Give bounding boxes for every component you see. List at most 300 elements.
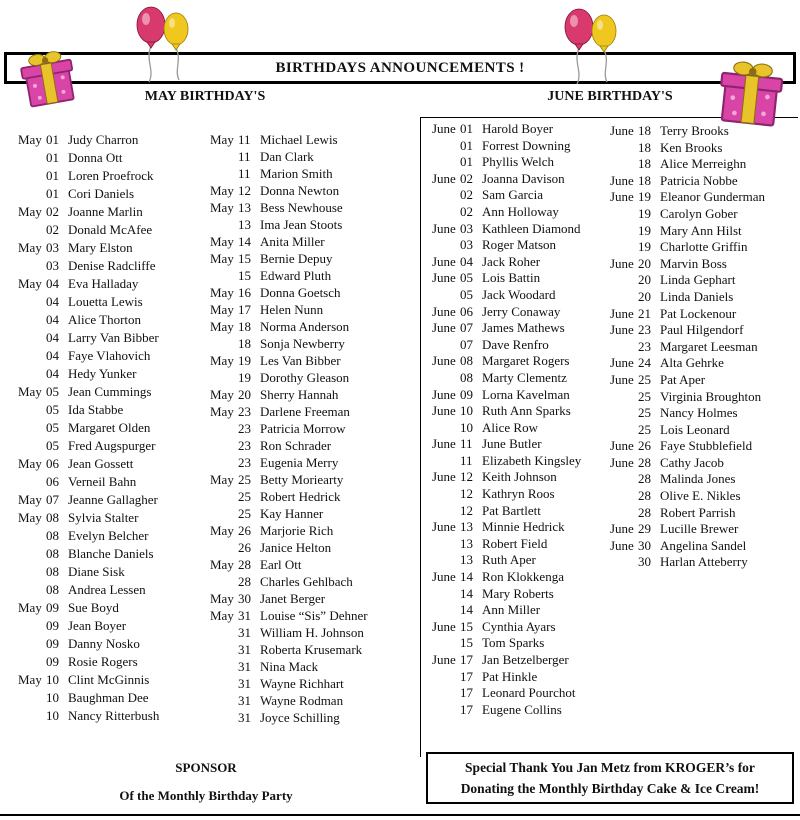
birthday-day: 01 <box>460 121 473 136</box>
birthday-row <box>18 491 208 509</box>
birthday-name: Faye Stubblefield <box>660 438 753 454</box>
birthday-day: 25 <box>638 421 651 437</box>
birthday-name: Margaret Leesman <box>660 338 758 354</box>
birthday-name: Harold Boyer <box>482 121 554 136</box>
birthday-name: Blanche Daniels <box>68 546 154 561</box>
birthday-name: Helen Nunn <box>260 302 324 317</box>
birthday-name: Eva Halladay <box>68 276 139 291</box>
birthday-name: Charles Gehlbach <box>260 574 353 589</box>
birthday-name: Keith Johnson <box>482 469 557 485</box>
birthday-month: June <box>432 353 456 369</box>
birthday-row <box>18 185 208 203</box>
birthday-month: June <box>432 569 456 585</box>
birthday-row <box>210 267 410 284</box>
birthday-row <box>432 652 608 669</box>
birthday-day: 10 <box>460 419 473 435</box>
birthday-month: June <box>432 121 456 136</box>
birthday-month <box>18 293 46 311</box>
birthday-row <box>432 254 608 271</box>
birthday-row <box>432 635 608 652</box>
birthday-day: 30 <box>238 591 251 606</box>
birthday-month: June <box>610 521 634 537</box>
birthday-month: June <box>432 469 456 485</box>
birthday-day: 17 <box>460 652 473 667</box>
birthday-day: 30 <box>638 537 651 553</box>
birthday-day: 05 <box>46 384 59 399</box>
page-bottom-rule <box>0 814 800 816</box>
birthday-row <box>432 187 608 204</box>
birthday-name: Joyce Schilling <box>260 710 340 725</box>
birthday-day: 20 <box>638 255 651 271</box>
birthday-day: 19 <box>638 189 651 205</box>
birthday-month: June <box>432 519 456 535</box>
birthday-row <box>432 436 608 453</box>
birthday-day: 13 <box>460 535 473 551</box>
birthday-name: Wayne Richhart <box>260 676 344 691</box>
birthday-day: 17 <box>460 685 473 701</box>
birthday-row <box>210 403 410 420</box>
birthday-name: Hedy Yunker <box>68 366 137 381</box>
birthday-row <box>210 386 410 403</box>
birthday-name: Sam Garcia <box>482 187 544 203</box>
birthday-row <box>210 658 410 675</box>
birthday-name: Baughman Dee <box>68 690 149 705</box>
birthday-month <box>210 658 238 675</box>
birthday-name: Charlotte Griffin <box>660 239 748 255</box>
birthday-row <box>610 405 798 422</box>
birthday-row <box>210 539 410 556</box>
birthday-name: Mary Roberts <box>482 585 554 601</box>
birthday-month <box>210 369 238 386</box>
birthday-row <box>18 221 208 239</box>
birthday-name: Joanne Marlin <box>68 204 143 219</box>
birthday-month: May <box>18 492 42 507</box>
birthday-row <box>610 223 798 240</box>
birthday-name: Alice Row <box>482 419 538 435</box>
june-column-1 <box>432 121 608 718</box>
birthday-name: Eugenia Merry <box>260 455 339 470</box>
birthday-row <box>610 140 798 157</box>
birthday-month <box>210 454 238 471</box>
birthday-name: Robert Field <box>482 535 548 551</box>
birthday-name: Minnie Hedrick <box>482 519 565 535</box>
balloons-icon <box>132 4 196 84</box>
birthday-name: Jerry Conaway <box>482 303 561 319</box>
birthday-name: Donna Goetsch <box>260 285 341 300</box>
may-column-1 <box>18 131 208 725</box>
birthday-month <box>18 257 46 275</box>
birthday-month <box>18 185 46 203</box>
birthday-row <box>210 454 410 471</box>
birthday-day: 03 <box>460 237 473 253</box>
birthday-day: 05 <box>460 270 473 286</box>
birthday-row <box>432 519 608 536</box>
birthday-month <box>610 289 638 306</box>
birthday-month <box>610 272 638 289</box>
birthday-name: Clint McGinnis <box>68 672 150 687</box>
birthday-name: Lorna Kavelman <box>482 386 570 402</box>
birthday-row <box>210 250 410 267</box>
birthday-name: Eugene Collins <box>482 701 562 717</box>
birthday-row <box>18 509 208 527</box>
birthday-row <box>210 573 410 590</box>
birthday-row <box>18 473 208 491</box>
birthday-month <box>210 437 238 454</box>
birthday-month <box>432 702 460 719</box>
birthday-month <box>18 707 46 725</box>
birthday-day: 07 <box>46 492 59 507</box>
birthday-name: Rosie Rogers <box>68 654 138 669</box>
birthday-month: June <box>432 303 456 319</box>
birthday-day: 18 <box>638 156 651 172</box>
birthday-month <box>210 539 238 556</box>
birthday-name: Robert Parrish <box>660 504 736 520</box>
birthday-name: Jack Woodard <box>482 286 556 302</box>
birthday-name: Joanna Davison <box>482 170 565 186</box>
birthday-month <box>210 505 238 522</box>
birthday-name: Evelyn Belcher <box>68 528 149 543</box>
birthday-row <box>210 641 410 658</box>
birthday-month: June <box>610 371 634 387</box>
birthday-name: Margaret Rogers <box>482 353 570 369</box>
birthday-month <box>432 237 460 254</box>
birthday-name: Roberta Krusemark <box>260 642 363 657</box>
birthday-day: 08 <box>46 546 59 561</box>
birthday-month: May <box>210 404 234 419</box>
birthday-row <box>18 635 208 653</box>
birthday-day: 30 <box>638 554 651 570</box>
birthday-day: 01 <box>46 132 59 147</box>
birthday-day: 23 <box>238 438 251 453</box>
birthday-day: 23 <box>238 404 251 419</box>
birthday-month: June <box>610 454 634 470</box>
birthday-day: 11 <box>238 132 251 147</box>
birthday-day: 08 <box>46 528 59 543</box>
birthday-name: Sonja Newberry <box>260 336 345 351</box>
birthday-row <box>210 607 410 624</box>
birthday-row <box>18 347 208 365</box>
june-heading: JUNE BIRTHDAY'S <box>547 89 673 104</box>
birthday-row <box>18 275 208 293</box>
birthday-row <box>432 685 608 702</box>
birthday-month: June <box>432 170 456 186</box>
birthday-name: Verneil Bahn <box>68 474 137 489</box>
birthday-name: Jan Betzelberger <box>482 652 569 667</box>
birthday-day: 18 <box>238 336 251 351</box>
birthday-month: May <box>210 608 234 623</box>
birthday-month: May <box>210 319 234 334</box>
birthday-month: June <box>432 320 456 336</box>
birthday-name: Mary Ann Hilst <box>660 222 742 238</box>
birthday-day: 23 <box>238 455 251 470</box>
birthday-month: June <box>432 253 456 269</box>
birthday-day: 12 <box>460 469 473 485</box>
birthday-day: 11 <box>238 166 251 181</box>
birthday-row <box>610 355 798 372</box>
birthday-name: Pat Aper <box>660 371 706 387</box>
birthday-day: 26 <box>638 438 651 454</box>
birthday-month <box>432 536 460 553</box>
birthday-month <box>610 505 638 522</box>
birthday-row <box>610 389 798 406</box>
birthday-row <box>18 365 208 383</box>
birthday-row <box>432 586 608 603</box>
birthday-month: June <box>432 436 456 452</box>
birthday-month <box>432 287 460 304</box>
sponsor-title: SPONSOR <box>175 760 237 775</box>
birthday-month <box>18 419 46 437</box>
birthday-name: Anita Miller <box>260 234 325 249</box>
birthday-row <box>18 131 208 149</box>
birthday-row <box>432 138 608 155</box>
birthday-day: 28 <box>638 488 651 504</box>
birthday-day: 29 <box>638 521 651 537</box>
birthday-row <box>432 669 608 686</box>
birthday-row <box>18 329 208 347</box>
birthday-day: 10 <box>46 690 59 705</box>
birthday-day: 01 <box>460 137 473 153</box>
birthday-row <box>18 401 208 419</box>
birthday-name: Ima Jean Stoots <box>260 217 343 232</box>
birthday-month <box>432 370 460 387</box>
birthday-name: Norma Anderson <box>260 319 350 334</box>
birthday-name: Dave Renfro <box>482 336 549 352</box>
birthday-month: May <box>18 600 42 615</box>
birthday-month: May <box>18 204 42 219</box>
birthday-month <box>18 311 46 329</box>
birthday-month: May <box>210 591 234 606</box>
birthday-row <box>210 182 410 199</box>
birthday-month: May <box>210 285 234 300</box>
birthday-month: May <box>210 387 234 402</box>
birthday-name: Louise “Sis” Dehner <box>260 608 368 623</box>
birthday-row <box>610 339 798 356</box>
birthday-row <box>210 488 410 505</box>
birthday-row <box>18 599 208 617</box>
birthday-row <box>210 335 410 352</box>
birthday-row <box>432 486 608 503</box>
birthday-day: 28 <box>238 557 251 572</box>
birthday-day: 01 <box>46 150 59 165</box>
birthday-row <box>210 148 410 165</box>
birthday-day: 25 <box>238 506 251 521</box>
birthday-row <box>610 239 798 256</box>
birthday-row <box>610 455 798 472</box>
birthday-day: 11 <box>460 436 473 452</box>
birthday-day: 25 <box>638 371 651 387</box>
birthday-day: 25 <box>638 388 651 404</box>
birthday-name: Ruth Ann Sparks <box>482 403 571 419</box>
birthday-name: Ken Brooks <box>660 139 723 155</box>
birthday-row <box>18 671 208 689</box>
birthday-day: 04 <box>46 330 59 345</box>
birthday-row <box>432 569 608 586</box>
birthday-month <box>18 437 46 455</box>
birthday-day: 31 <box>238 659 251 674</box>
birthday-day: 10 <box>46 708 59 723</box>
birthday-row <box>210 709 410 726</box>
birthday-month: May <box>210 200 234 215</box>
birthday-name: Darlene Freeman <box>260 404 350 419</box>
birthday-name: Linda Daniels <box>660 288 734 304</box>
birthday-month: May <box>18 276 42 291</box>
birthday-name: Michael Lewis <box>260 132 338 147</box>
birthday-day: 09 <box>46 654 59 669</box>
birthday-day: 28 <box>638 504 651 520</box>
birthday-month: June <box>610 305 634 321</box>
birthday-month: June <box>432 220 456 236</box>
birthday-day: 04 <box>46 366 59 381</box>
birthday-day: 25 <box>238 472 251 487</box>
birthday-month <box>610 140 638 157</box>
birthday-row <box>210 318 410 335</box>
birthday-day: 17 <box>460 668 473 684</box>
birthday-day: 23 <box>238 421 251 436</box>
birthday-month: June <box>610 189 634 205</box>
birthday-name: Sue Boyd <box>68 600 119 615</box>
june-column-2 <box>610 123 798 571</box>
birthday-name: Roger Matson <box>482 237 557 253</box>
birthday-row <box>18 707 208 725</box>
birthday-day: 10 <box>46 672 59 687</box>
birthday-name: Kay Hanner <box>260 506 324 521</box>
birthday-row <box>432 602 608 619</box>
birthday-month <box>432 635 460 652</box>
birthday-name: Judy Charron <box>68 132 139 147</box>
birthday-row <box>18 311 208 329</box>
birthday-day: 08 <box>46 564 59 579</box>
birthday-row <box>210 420 410 437</box>
birthday-day: 06 <box>460 303 473 319</box>
birthday-day: 12 <box>238 183 251 198</box>
birthday-month <box>610 422 638 439</box>
birthday-month <box>432 187 460 204</box>
may-column-2 <box>210 131 410 726</box>
birthday-month <box>210 675 238 692</box>
birthday-day: 02 <box>46 204 59 219</box>
birthday-day: 21 <box>638 305 651 321</box>
birthday-name: Bernie Depuy <box>260 251 333 266</box>
birthday-name: Earl Ott <box>260 557 302 572</box>
birthday-day: 03 <box>46 258 59 273</box>
birthday-month <box>210 709 238 726</box>
birthday-month <box>432 503 460 520</box>
birthday-month: June <box>610 322 634 338</box>
birthday-row <box>432 304 608 321</box>
birthday-row <box>18 257 208 275</box>
birthday-day: 08 <box>460 369 473 385</box>
birthday-day: 14 <box>460 569 473 585</box>
birthday-row <box>210 131 410 148</box>
birthday-month <box>432 337 460 354</box>
birthday-row <box>610 438 798 455</box>
birthday-name: Lois Battin <box>482 270 541 286</box>
birthday-name: James Mathews <box>482 320 565 336</box>
birthday-name: Ron Schrader <box>260 438 332 453</box>
birthday-name: Marty Clementz <box>482 369 567 385</box>
birthday-name: Patricia Nobbe <box>660 172 738 188</box>
birthday-row <box>432 204 608 221</box>
birthday-month: June <box>610 123 634 138</box>
birthday-row <box>610 488 798 505</box>
birthday-month <box>18 149 46 167</box>
birthday-month <box>610 554 638 571</box>
birthday-month: June <box>610 255 634 271</box>
birthday-name: Forrest Downing <box>482 137 571 153</box>
birthday-month: June <box>432 403 456 419</box>
birthday-name: Phyllis Welch <box>482 154 555 170</box>
birthday-name: Carolyn Gober <box>660 205 738 221</box>
birthday-day: 08 <box>46 582 59 597</box>
birthday-name: Pat Lockenour <box>660 305 737 321</box>
birthday-day: 15 <box>460 618 473 634</box>
birthday-day: 12 <box>460 486 473 502</box>
birthday-month: May <box>210 472 234 487</box>
birthday-row <box>610 256 798 273</box>
birthday-month <box>210 641 238 658</box>
birthday-month <box>610 471 638 488</box>
birthday-row <box>432 453 608 470</box>
birthday-day: 28 <box>238 574 251 589</box>
birthday-month <box>432 552 460 569</box>
birthday-name: Jeanne Gallagher <box>68 492 158 507</box>
birthday-day: 04 <box>46 276 59 291</box>
birthday-name: Nina Mack <box>260 659 319 674</box>
birthday-day: 19 <box>238 353 251 368</box>
birthday-name: Pat Hinkle <box>482 668 538 684</box>
birthday-day: 24 <box>638 355 651 371</box>
birthday-name: Leonard Pourchot <box>482 685 576 701</box>
birthday-day: 19 <box>638 239 651 255</box>
birthday-name: Marion Smith <box>260 166 333 181</box>
birthday-row <box>18 293 208 311</box>
birthday-day: 08 <box>460 353 473 369</box>
birthday-row <box>18 149 208 167</box>
birthday-row <box>610 189 798 206</box>
birthday-row <box>610 173 798 190</box>
birthday-row <box>210 556 410 573</box>
birthday-day: 17 <box>460 701 473 717</box>
birthday-day: 25 <box>238 489 251 504</box>
birthday-name: Kathleen Diamond <box>482 220 581 236</box>
birthday-row <box>18 689 208 707</box>
birthday-day: 13 <box>460 519 473 535</box>
birthday-month: May <box>210 557 234 572</box>
thank-you-box <box>426 752 794 804</box>
birthday-day: 18 <box>238 319 251 334</box>
birthday-day: 20 <box>638 272 651 288</box>
birthday-day: 09 <box>460 386 473 402</box>
birthday-name: Dorothy Gleason <box>260 370 350 385</box>
birthday-name: Marjorie Rich <box>260 523 334 538</box>
birthday-name: Angelina Sandel <box>660 537 747 553</box>
birthday-month: May <box>210 132 234 147</box>
birthday-month: June <box>432 270 456 286</box>
balloons-icon <box>560 6 624 86</box>
birthday-name: Alice Merreighn <box>660 156 747 172</box>
birthday-day: 05 <box>46 438 59 453</box>
birthday-row <box>18 455 208 473</box>
birthday-month <box>18 221 46 239</box>
birthday-name: Edward Pluth <box>260 268 332 283</box>
birthday-row <box>210 675 410 692</box>
birthday-name: Tom Sparks <box>482 635 545 651</box>
birthday-name: Lucille Brewer <box>660 521 739 537</box>
birthday-row <box>18 545 208 563</box>
birthday-month <box>210 335 238 352</box>
birthday-row <box>18 437 208 455</box>
birthday-day: 06 <box>46 456 59 471</box>
